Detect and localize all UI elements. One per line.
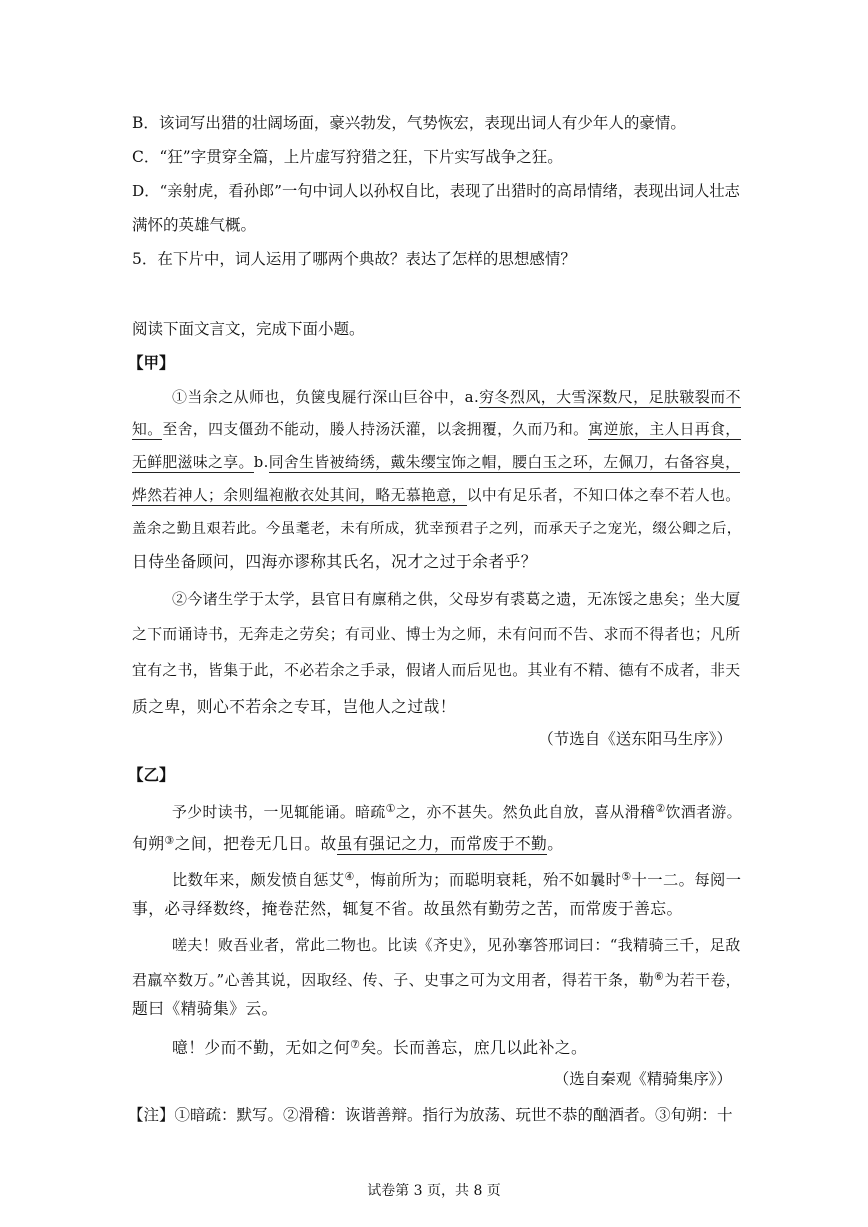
underline-ni-lv: 寓逆旅，主人日再食， bbox=[588, 421, 741, 438]
yi-l1-c: 饮酒者游。 bbox=[665, 803, 742, 821]
yi-line-4: 事，必寻绎数终，掩卷茫然，辄复不省。故虽然有勤劳之苦，而常废于善忘。 bbox=[132, 899, 683, 918]
note-marker-7: ⑦ bbox=[350, 1038, 361, 1051]
option-c: C．“狂”字贯穿全篇，上片虚写狩猎之狂，下片实写战争之狂。 bbox=[132, 148, 563, 166]
question-5: 5．在下片中，词人运用了哪两个典故？表达了怎样的思想感情？ bbox=[132, 250, 576, 268]
note-marker-5: ⑤ bbox=[621, 870, 632, 883]
yi-line-8 bbox=[172, 1034, 587, 1059]
jia-line-2 bbox=[132, 419, 741, 441]
yi-source: （选自秦观《精骑集序》） bbox=[553, 1070, 732, 1088]
note-marker-1: ① bbox=[385, 802, 396, 815]
underline-a-part1: 穷冬烈风，大雪深数尺，足肤皲裂而不 bbox=[479, 388, 741, 406]
yi-l3-c: 十一二。每阅一 bbox=[631, 871, 742, 889]
section-label-yi: 【乙】 bbox=[128, 765, 175, 784]
yi-l1-b: 之，亦不甚失。然负此自放，喜从滑稽 bbox=[395, 803, 656, 821]
yi-l2-b: 之间，把卷无几日。故 bbox=[174, 834, 337, 853]
note-marker-2: ② bbox=[655, 802, 666, 815]
jia-line-3 bbox=[132, 452, 740, 474]
yi-line-3 bbox=[172, 866, 741, 891]
option-d-line2: 满怀的英雄气概。 bbox=[132, 216, 257, 234]
jia-line-9: 宜有之书，皆集于此，不必若余之手录，假诸人而后见也。其业有不精、德有不成者，非天 bbox=[132, 662, 741, 679]
yi-l1-a: 予少时读书，一见辄能诵。暗疏 bbox=[172, 803, 386, 821]
option-d-line1: D．“亲射虎，看孙郎”一句中词人以孙权自比，表现了出猎时的高昂情绪，表现出词人壮志 bbox=[132, 182, 740, 200]
yi-line-1 bbox=[172, 798, 742, 823]
jia-line-5: 盖余之勤且艰若此。今虽耄老，未有所成，犹幸预君子之列，而承天子之宠光，缀公卿之后， bbox=[132, 521, 742, 537]
jia-line-7: ②今诸生学于太学，县官日有廪稍之供，父母岁有裘葛之遗，无冻馁之患矣；坐大厦 bbox=[172, 590, 741, 608]
underline-xian-fei: 无鲜肥滋味之享。 bbox=[132, 454, 254, 471]
yi-line-7: 题曰《精骑集》云。 bbox=[132, 999, 278, 1018]
yi-l6-b: 为若干卷， bbox=[664, 971, 741, 989]
underline-b-part2: 烨然若神人；余则缊袍敝衣处其间，略无慕艳意， bbox=[132, 487, 467, 504]
yi-l8-a: 噫！少而不勤，无如之何 bbox=[172, 1038, 351, 1057]
note-marker-6: ⑥ bbox=[654, 970, 665, 983]
jia-line-8: 之下而诵诗书，无奔走之劳矣；有司业、博士为之师，未有问而不告、求而不得者也；凡所 bbox=[132, 626, 741, 643]
page-footer: 试卷第 3 页，共 8 页 bbox=[367, 1183, 501, 1199]
yi-line-6 bbox=[132, 966, 741, 991]
jia-line-4 bbox=[132, 485, 741, 507]
yi-l6-a: 君羸卒数万。”心善其说，因取经、传、子、史事之可为文用者，得若干条，勒 bbox=[132, 971, 655, 989]
section-label-jia: 【甲】 bbox=[128, 353, 175, 372]
jia-line-1 bbox=[172, 386, 741, 408]
jia-l2-text: 至舍，四支僵劲不能动，媵人持汤沃灌，以衾拥覆，久而乃和。 bbox=[162, 421, 589, 438]
jia-l1-text: ①当余之从师也，负箧曳屣行深山巨谷中，a. bbox=[172, 388, 480, 406]
notes-line: 【注】①暗疏：默写。②滑稽：诙谐善辩。指行为放荡、玩世不恭的酗酒者。③旬朔：十 bbox=[128, 1106, 733, 1124]
underline-qiang-ji: 虽有强记之力，而常废于不勤 bbox=[336, 834, 548, 853]
yi-l8-b: 矣。长而善忘，庶几以此补之。 bbox=[360, 1038, 588, 1057]
note-marker-4: ④ bbox=[344, 870, 355, 883]
jia-source: （节选自《送东阳马生序》） bbox=[538, 730, 732, 748]
underline-a-part2: 知。 bbox=[132, 421, 163, 438]
jia-line-6: 日侍坐备顾问，四海亦谬称其氏名，况才之过于余者乎？ bbox=[132, 552, 537, 571]
yi-l3-b: ，悔前所为；而聪明衰耗，殆不如曩时 bbox=[354, 871, 622, 889]
jia-l4-text: 以中有足乐者，不知口体之奉不若人也。 bbox=[466, 487, 741, 504]
option-b: B．该词写出猎的壮阔场面，豪兴勃发，气势恢宏，表现出词人有少年人的豪情。 bbox=[132, 114, 686, 132]
note-marker-3: ③ bbox=[164, 834, 175, 847]
underline-b-part1: 同舍生皆被绮绣，戴朱缨宝饰之帽，腰白玉之环，左佩刀，右备容臭， bbox=[268, 454, 741, 471]
yi-line-5: 嗟夫！败吾业者，常此二物也。比读《齐史》，见孙搴答邢词曰：“我精骑三千，足敌 bbox=[172, 936, 741, 954]
yi-l2-a: 旬朔 bbox=[132, 834, 165, 853]
jia-line-10: 质之卑，则心不若余之专耳，岂他人之过哉！ bbox=[132, 697, 456, 716]
yi-line-2 bbox=[132, 830, 563, 855]
jia-l3-b-marker: b. bbox=[253, 454, 269, 471]
reading-instruction: 阅读下面文言文，完成下面小题。 bbox=[132, 320, 365, 338]
yi-l3-a: 比数年来，颇发愤自惩艾 bbox=[172, 871, 345, 889]
yi-l2-c: 。 bbox=[547, 834, 564, 853]
